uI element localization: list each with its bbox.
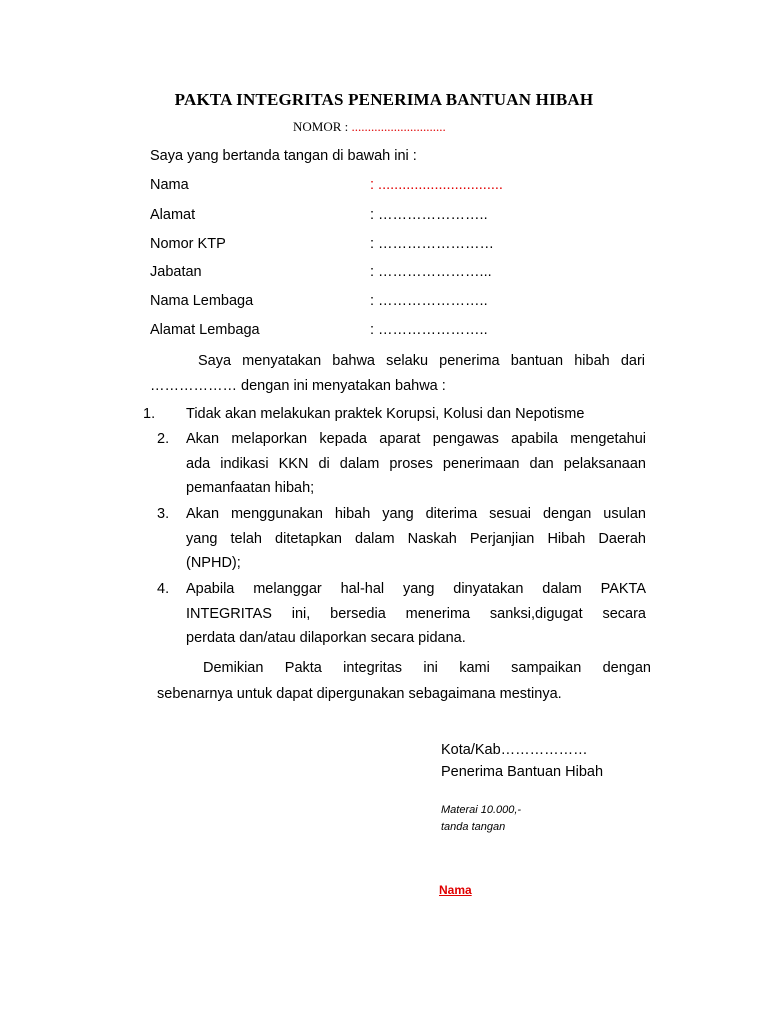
list-item-text: ada indikasi KKN di dalam proses penerimaan dan pelaksanaan (186, 455, 646, 472)
item-number: 2. (157, 431, 170, 447)
nomor-label: NOMOR : (293, 119, 352, 134)
item-number: 4. (157, 581, 170, 597)
field-value: : ………………….. (370, 293, 488, 309)
field-value: : …………………... (370, 264, 492, 280)
nomor-line (293, 119, 446, 135)
closing-text: sebenarnya untuk dapat dipergunakan sebagaimana mestinya. (157, 686, 562, 702)
field-value: : ............................... (370, 177, 503, 193)
list-item-text: Akan menggunakan hibah yang diterima sesuai dengan usulan (186, 506, 646, 522)
signature-role: Penerima Bantuan Hibah (441, 764, 604, 780)
signature-city: Kota/Kab……………… (441, 742, 588, 758)
list-item-text: perdata dan/atau dilaporkan secara pidana. (186, 630, 466, 646)
nomor-placeholder: ............................. (351, 119, 446, 134)
tanda-tangan-note: tanda tangan (441, 821, 506, 833)
statement-text: ……………… dengan ini menyatakan bahwa : (150, 378, 446, 394)
closing-line-1 (203, 656, 651, 681)
field-label: Nama (150, 177, 189, 193)
list-item (186, 577, 646, 651)
field-value: : ………………….. (370, 322, 488, 338)
list-item-text: INTEGRITAS ini, bersedia menerima sanksi,digugat secara (186, 605, 646, 622)
document-title: PAKTA INTEGRITAS PENERIMA BANTUAN HIBAH (174, 90, 594, 109)
statement-text: Saya menyatakan bahwa selaku penerima bantuan hibah dari (198, 353, 645, 369)
item-number: 3. (157, 506, 170, 522)
list-item-text: Tidak akan melakukan praktek Korupsi, Kolusi dan Nepotisme (186, 406, 585, 422)
materai-note: Materai 10.000,- (441, 804, 522, 816)
field-value: : ………………….. (370, 207, 488, 223)
list-item-text: yang telah ditetapkan dalam Naskah Perjanjian Hibah Daerah (186, 530, 646, 547)
list-item (186, 427, 646, 501)
field-label: Jabatan (150, 264, 202, 280)
field-label: Alamat (150, 207, 196, 223)
signature-name: Nama (439, 883, 472, 897)
statement-line-2 (150, 374, 550, 399)
list-item-text: Apabila melanggar hal-hal yang dinyatakan dalam PAKTA (186, 581, 646, 597)
intro-text: Saya yang bertanda tangan di bawah ini : (150, 148, 417, 164)
list-item-text: Akan melaporkan kepada aparat pengawas apabila mengetahui (186, 431, 646, 447)
closing-line-2 (157, 682, 617, 707)
list-item-text: (NPHD); (186, 555, 241, 571)
field-label: Nomor KTP (150, 236, 226, 252)
field-value: : …………………… (370, 236, 495, 252)
list-item (186, 402, 646, 427)
field-label: Nama Lembaga (150, 293, 254, 309)
field-label: Alamat Lembaga (150, 322, 260, 338)
closing-text: Demikian Pakta integritas ini kami sampaikan dengan (203, 660, 651, 676)
item-number: 1. (143, 406, 156, 422)
list-item-text: pemanfaatan hibah; (186, 480, 315, 496)
statement-line-1 (198, 349, 645, 374)
list-item (186, 502, 646, 576)
